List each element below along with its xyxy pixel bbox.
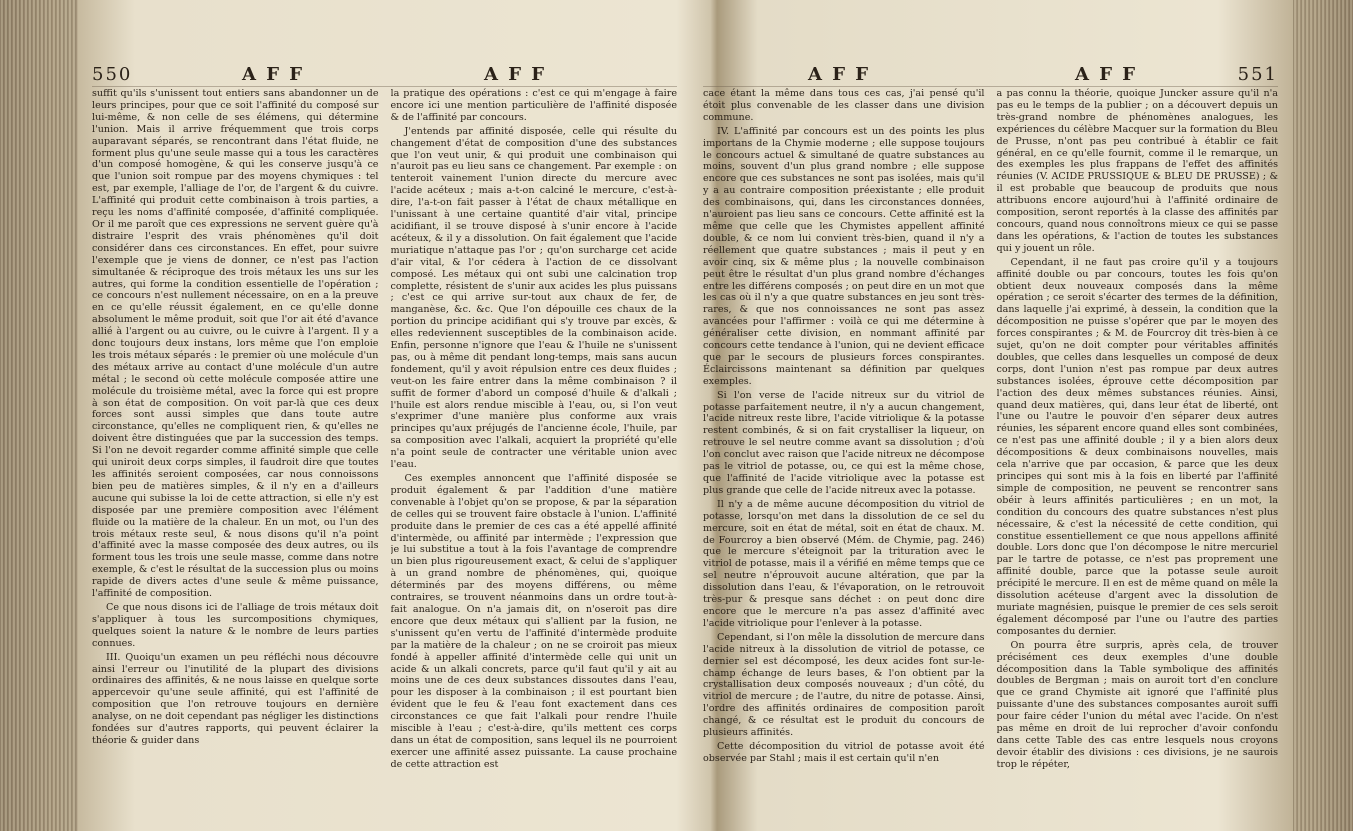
paragraph: Ces exemples annoncent que l'affinité disposée se produit également & par l'addition d'une matière convenable à l'objet qu'on se propose, & par la séparation de celles qui se trouvent faire obstacle à l'union. L'affinité produite dans le premier de ces cas a été appellé affinité d'intermède, ou affinité par intermède ; l'expression que je lui substitue a tout à la fois l'avantage de comprendre un bien plus rigoureusement exact, & celui de s'appliquer à un grand nombre de phénomènes, qui, quoique déterminés par des moyens différens, ou même contraires, se trouvent néanmoins dans un ordre tout-à-fait analogue. On n'a jamais dit, on n'oseroit pas dire encore que deux métaux qui s'allient par la fusion, ne s'unissent qu'en vertu de l'affinité d'intermède produite par la matière de la chaleur ; on ne se croiroit pas mieux fondé à appeller affinité d'intermède celle qui unit un acide & un alkali concrets, parce qu'il faut qu'il y ait au moins une de ces deux substances dissoutes dans l'eau, pour les disposer à la combinaison ; il est pourtant bien évident que le feu & l'eau font exactement dans ces circonstances ce que fait l'alkali pour rendre l'huile miscible à l'eau ; c'est-à-dire, qu'ils mettent ces corps dans un état de composition, sans lequel ils ne pourroient exercer une affinité assez puissante. La cause prochaine de cette attraction est	[390, 473, 677, 770]
head-rule-right	[703, 86, 1278, 87]
paragraph: a pas connu la théorie, quoique Juncker assure qu'il n'a pas eu le temps de la publier ; on a découvert depuis un très-grand nombre de phénomènes analogues, les expériences du célèbre Macquer sur la formation du Bleu de Prusse, n'ont pas peu contribué à établir ce fait général, en ce qu'elle fournit, comme il le remarque, un des exemples les plus frappans de l'effet des affinités réunies (V. ACIDE PRUSSIQUE & BLEU DE PRUSSE) ; & il est probable que beaucoup de produits que nous attribuons encore aujourd'hui à l'affinité ordinaire de composition, seront reportés à la classe des affinités par concours, quand nous connoîtrons mieux ce qui se passe dans les opérations, & l'action de toutes les substances qui y jouent un rôle.	[996, 88, 1278, 254]
running-head-left	[92, 64, 677, 86]
column-right-2	[997, 88, 1279, 822]
paragraph: cace étant la même dans tous ces cas, j'ai pensé qu'il étoit plus convenable de les classer dans une division commune.	[703, 88, 985, 123]
headword-right: A F F	[808, 64, 871, 85]
paragraph: III. Quoiqu'un examen un peu réfléchi nous découvre ainsi l'erreur ou l'inutilité de la plupart des divisions ordinaires des affinités, & ne nous laisse en quelque sorte appercevoir qu'une seule affinité, qui est l'affinité de composition que l'on retrouve toujours en dernière analyse, on ne doit cependant pas négliger les distinctions fondées sur d'autres rapports, qui peuvent éclairer la théorie & guider dans	[92, 651, 379, 746]
paragraph: Si l'on verse de l'acide nitreux sur du vitriol de potasse parfaitement neutre, il n'y a aucun changement, l'acide nitreux reste libre, l'acide vitriolique & la potasse restent combinés, & si on fait crystalliser la liqueur, on retrouve le sel neutre comme avant sa dissolution ; d'où l'on conclut avec raison que l'acide nitreux ne décompose pas le vitriol de potasse, ou, ce qui est la même chose, que l'affinité de l'acide vitriolique avec la potasse est plus grande que celle de l'acide nitreux avec la potasse.	[703, 389, 985, 496]
paragraph: suffit qu'ils s'unissent tout entiers sans abandonner un de leurs principes, pour que ce soit l'affinité du composé sur lui-même, & non celle de ses élémens, qui détermine l'union. Mais il arrive fréquemment que trois corps auparavant séparés, se rencontrant dans l'état fluide, ne forment plus qu'une seule masse qui a tous les caractères d'un composé homogène, & qui les conserve jusqu'à ce que l'union soit rompue par des moyens chymiques : tel est, par exemple, l'alliage de l'or, de l'argent & du cuivre. L'affinité qui produit cette combinaison à trois parties, a reçu les noms d'affinité composée, d'affinité compliquée. Or il me paroît que ces expressions ne servent guère qu'à distraire l'esprit des vrais phénomènes qu'il doit considérer dans ces circonstances. En effet, pour suivre l'exemple que je viens de donner, ce n'est pas l'action simultanée & réciproque des trois métaux les uns sur les autres, qui forme la condition essentielle de l'opération ; ce concours n'est nullement nécessaire, on en a la preuve en ce qu'elle réussit également, en ce qu'elle donne absolument le même produit, soit que l'or ait été d'avance allié à l'argent ou au cuivre, ou le cuivre à l'argent. Il y a donc toujours deux instans, lors même que l'on emploie les trois métaux séparés : le premier où une molécule d'un des métaux arrive au contact d'une molécule d'un autre métal ; le second où cette molécule composée attire une molécule du troisième métal, avec la force qui est propre à son état de composition. On voit par-là que ces deux forces sont aussi simples que dans toute autre circonstance, qu'elles ne compliquent rien, & qu'elles ne doivent être distinguées que par la succession des temps. Si l'on ne devoit regarder comme affinité simple que celle qui uniroit deux corps simples, il faudroit dire que toutes les affinités seroient composées, car nous connoissons bien peu de matières simples, & il n'y en a d'ailleurs aucune qui subisse la loi de cette attraction, si elle n'y est disposée par une première composition avec l'élément fluide ou la matière de la chaleur. En un mot, ou l'un des trois métaux reste seul, & nous disons qu'il n'a point d'affinité avec la masse composée des deux autres, ou ils forment tous les trois une seule masse, comme dans notre exemple, & c'est le résultat de la succession plus ou moins rapide de divers actes d'une seule & même puissance, l'affinité de composition.	[92, 88, 379, 600]
page-edges-left	[0, 0, 78, 831]
head-rule-left	[92, 86, 677, 87]
running-head-right	[703, 64, 1278, 86]
page-number-left: 550	[92, 64, 133, 85]
column-right-1	[703, 88, 985, 822]
columns-left	[92, 88, 677, 822]
headword-right-col2: A F F	[1075, 64, 1138, 85]
paragraph: Cependant, si l'on mêle la dissolution de mercure dans l'acide nitreux à la dissolution de vitriol de potasse, ce dernier sel est décomposé, les deux acides font sur-le-champ échange de leurs bases, & l'on obtient par la crystallisation deux composés nouveaux ; d'un côté, du vitriol de mercure ; de l'autre, du nitre de potasse. Ainsi, l'ordre des affinités ordinaires de composition paroît changé, & ce résultat est le produit du concours de plusieurs affinités.	[703, 631, 985, 739]
paragraph: On pourra être surpris, après cela, de trouver précisément ces deux exemples d'une double décomposition dans la Table symbolique des affinités doubles de Bergman ; mais on auroit tort d'en conclure que ce grand Chymiste ait ignoré que l'affinité plus puissante d'une des substances composantes auroit suffi pour faire céder l'union du métal avec l'acide. On n'est pas même en droit de lui reprocher d'avoir confondu dans cette Table des cas entre lesquels nous croyons devoir établir des divisions : ces divisions, je ne saurois trop le répéter,	[996, 639, 1278, 770]
column-left-2	[391, 88, 678, 822]
paragraph: Il n'y a de même aucune décomposition du vitriol de potasse, lorsqu'on met dans la dissolution de ce sel du mercure, soit en état de métal, soit en état de chaux. M. de Fourcroy a bien observé (Mém. de Chymie, pag. 246) que le mercure s'éteignoit par la trituration avec le vitriol de potasse, mais il a vérifié en même temps que ce sel neutre n'éprouvoit aucune altération, que par la dissolution dans l'eau, & l'évaporation, on le retrouvoit très-pur & presque sans déchet : on peut donc dire encore que le mercure n'a pas assez d'affinité avec l'acide vitriolique pour l'enlever à la potasse.	[703, 498, 985, 629]
page-edges-right	[1293, 0, 1353, 831]
right-page	[703, 64, 1278, 822]
paragraph: IV. L'affinité par concours est un des points les plus importans de la Chymie moderne ; elle suppose toujours le concours actuel & simultané de quatre substances au moins, souvent d'un plus grand nombre ; elle suppose encore que ces substances ne sont pas isolées, mais qu'il y a au contraire composition préexistante ; elle produit des combinaisons, qui, dans les circonstances données, n'auroient pas lieu sans ce concours. Cette affinité est la même que celle que les Chymistes appellent affinité double, & ce nom lui convient très-bien, quand il n'y a réellement que quatre substances ; mais il peut y en avoir cinq, six & même plus ; la nouvelle combinaison peut être le résultat d'un plus grand nombre d'échanges entre les différens composés ; on peut dire en un mot que les cas où il n'y a que quatre substances en jeu sont très-rares, & que nos connoissances ne sont pas assez avancées pour l'affirmer : voilà ce qui me détermine à généraliser cette division, en nommant affinité par concours cette tendance à l'union, qui ne devient efficace que par le secours de plusieurs forces conspirantes. Éclaircissons maintenant sa définition par quelques exemples.	[703, 125, 985, 387]
headword-left-col2: A F F	[484, 64, 547, 85]
left-page	[92, 64, 677, 822]
paragraph: la pratique des opérations : c'est ce qui m'engage à faire encore ici une mention particulière de l'affinité disposée & de l'affinité par concours.	[390, 88, 677, 123]
column-left-1	[92, 88, 379, 822]
paragraph: Cette décomposition du vitriol de potasse avoit été observée par Stahl ; mais il est certain qu'il n'en	[703, 740, 985, 764]
headword-left: A F F	[242, 64, 305, 85]
paragraph: J'entends par affinité disposée, celle qui résulte du changement d'état de composition d'une des substances que l'on veut unir, & qui produit une combinaison qui n'auroit pas eu lieu sans ce changement. Par exemple : on tenteroit vainement l'union directe du mercure avec l'acide acéteux ; mais a-t-on calciné le mercure, c'est-à-dire, l'a-t-on fait passer à l'état de chaux métallique en l'unissant à une certaine quantité d'air vital, principe acidifiant, il se trouve disposé à s'unir encore à l'acide acéteux, & il y a dissolution. On fait également que l'acide muriatique n'attaque pas l'or ; qu'on surcharge cet acide d'air vital, & l'or cédera à l'action de ce dissolvant composé. Les métaux qui ont subi une calcination trop complette, résistent de s'unir aux acides les plus puissans ; c'est ce qui arrive sur-tout aux chaux de fer, de manganèse, &c. &c. Que l'on dépouille ces chaux de la portion du principe acidifiant qui s'y trouve par excès, & elles redeviennent susceptibles de la combinaison acide. Enfin, personne n'ignore que l'eau & l'huile ne s'unissent pas, ou à même dit pendant long-temps, mais sans aucun fondement, qu'il y avoit répulsion entre ces deux fluides ; veut-on les faire entrer dans la même combinaison ? il suffit de former d'abord un composé d'huile & d'alkali ; l'huile est alors rendue miscible à l'eau, ou, si l'on veut s'exprimer d'une manière plus conforme aux vrais principes qu'aux préjugés de l'ancienne école, l'huile, par sa composition avec l'alkali, acquiert la propriété qu'elle n'a point seule de contracter une véritable union avec l'eau.	[390, 125, 677, 471]
columns-right	[703, 88, 1278, 822]
paragraph: Cependant, il ne faut pas croire qu'il y a toujours affinité double ou par concours, toutes les fois qu'on obtient deux nouveaux composés dans la même opération ; ce seroit s'écarter des termes de la définition, dans laquelle j'ai exprimé, à dessein, la condition que la décomposition ne puisse s'opérer que par le moyen des forces conspirantes ; & M. de Fourcroy dit très-bien à ce sujet, qu'on ne doit compter pour véritables affinités doubles, que celles dans lesquelles un composé de deux corps, dont l'union n'est pas rompue par deux autres substances isolées, éprouve cette décomposition par l'action des deux mêmes substances réunies. Ainsi, quand deux matières, qui, dans leur état de liberté, ont l'une ou l'autre le pouvoir d'en séparer deux autres réunies, les séparent encore quand elles sont combinées, ce n'est pas une affinité double ; il y a bien alors deux décompositions & deux combinaisons nouvelles, mais cela n'arrive que par occasion, & parce que les deux principes qui sont mis à la fois en liberté par l'affinité simple de composition, ne peuvent se rencontrer sans obéir à leurs affinités particulières ; en un mot, la condition du concours des quatre substances n'est plus nécessaire, & c'est la nécessité de cette condition, qui constitue essentiellement ce que nous appellons affinité double. Lors donc que l'on décompose le nitre mercuriel par le tartre de potasse, ce n'est pas proprement une affinité double, parce que la potasse seule auroit précipité le mercure. Il en est de même quand on mêle la dissolution acéteuse d'argent avec la dissolution de muriate magnésien, puisque le premier de ces sels seroit également décomposé par l'une ou l'autre des parties composantes du dernier.	[996, 256, 1278, 637]
paragraph: Ce que nous disons ici de l'alliage de trois métaux doit s'appliquer à tous les surcompositions chymiques, quelques soient la nature & le nombre de leurs parties connues.	[92, 601, 379, 649]
page-number-right: 551	[1237, 64, 1278, 85]
